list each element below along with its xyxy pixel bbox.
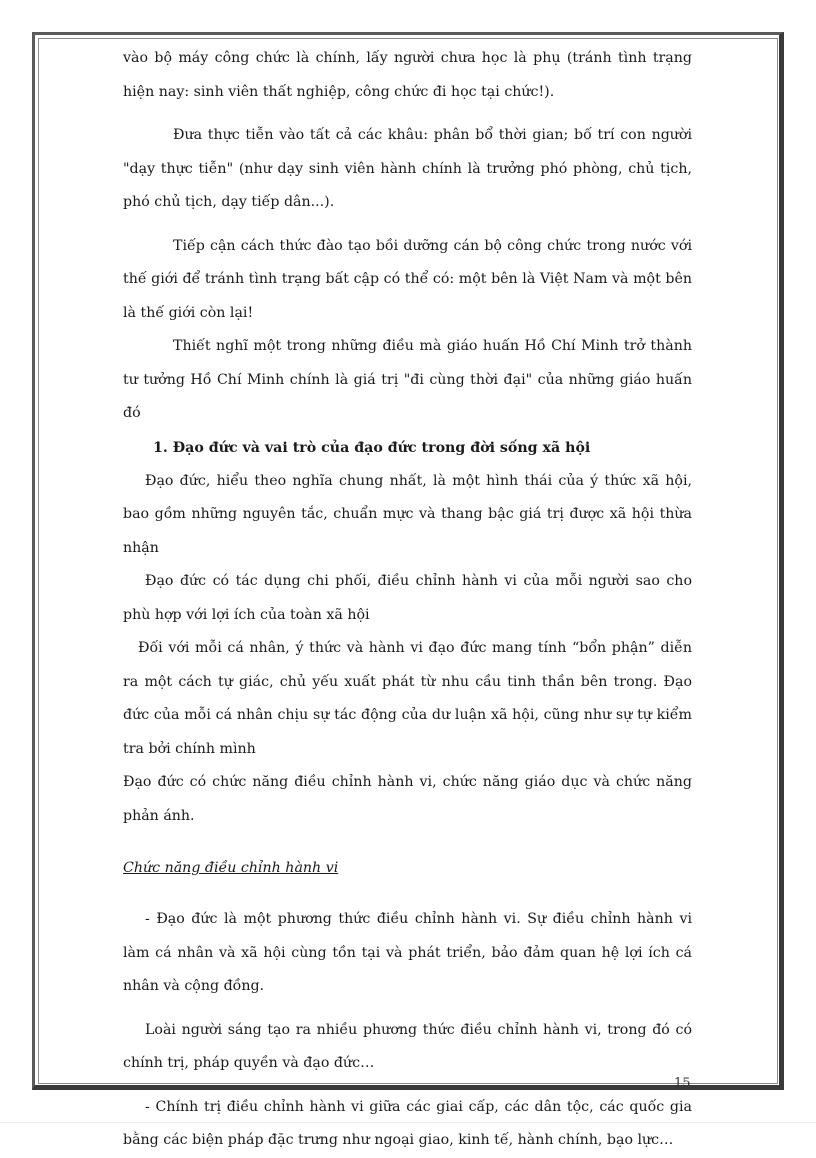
page-content [123, 42, 692, 1158]
paragraph-effect: Đạo đức có tác dụng chi phối, điều chỉnh hành vi của mỗi người sao cho phù hợp với lợi ích của toàn xã hội [123, 573, 692, 623]
paragraph-practice: Đưa thực tiễn vào tất cả các khâu: phân bổ thời gian; bố trí con người "dạy thực tiễn" (như dạy sinh viên hành chính là trưởng phó phòng, chủ tịch, phó chủ tịch, dạy tiếp dân...). [123, 127, 692, 210]
paragraph-individual: Đối với mỗi cá nhân, ý thức và hành vi đạo đức mang tính “bổn phận” diễn ra một cách tự giác, chủ yếu xuất phát từ nhu cầu tinh thần bên trong. Đạo đức của mỗi cá nhân chịu sự tác động của dư luận xã hội, cũng như sự tự kiểm tra bởi chính mình [123, 640, 692, 757]
paragraph-definition: Đạo đức, hiểu theo nghĩa chung nhất, là một hình thái của ý thức xã hội, bao gồm những nguyên tắc, chuẩn mực và thang bậc giá trị được xã hội thừa nhận [123, 472, 692, 556]
paragraph-functions: Đạo đức có chức năng điều chỉnh hành vi, chức năng giáo dục và chức năng phản ánh. [123, 774, 692, 824]
paragraph-conclusion: Thiết nghĩ một trong những điều mà giáo huấn Hồ Chí Minh trở thành tư tưởng Hồ Chí Minh chính là giá trị "đi cùng thời đại" của những giáo huấn đó [123, 338, 692, 421]
page-number: 15 [674, 1076, 691, 1091]
paragraph-approach: Tiếp cận cách thức đào tạo bồi dưỡng cán bộ công chức trong nước với thế giới để tránh tình trạng bất cập có thể có: một bên là Việt Nam và một bên là thế giới còn lại! [123, 237, 692, 321]
paragraph-politics: - Chính trị điều chỉnh hành vi giữa các giai cấp, các dân tộc, các quốc gia bằng các biện pháp đặc trưng như ngoại giao, kinh tế, hành chính, bạo lực… [123, 1098, 692, 1148]
paragraph-methods: Loài người sáng tạo ra nhiều phương thức điều chỉnh hành vi, trong đó có chính trị, pháp quyền và đạo đức… [123, 1021, 692, 1071]
page-bottom-edge [0, 1122, 816, 1123]
subsection-heading: Chức năng điều chỉnh hành vi [123, 860, 339, 876]
paragraph-regulation: - Đạo đức là một phương thức điều chỉnh hành vi. Sự điều chỉnh hành vi làm cá nhân và xã hội cùng tồn tại và phát triển, bảo đảm quan hệ lợi ích cá nhân và cộng đồng. [123, 911, 692, 994]
paragraph-continuation: vào bộ máy công chức là chính, lấy người chưa học là phụ (tránh tình trạng hiện nay: sinh viên thất nghiệp, công chức đi học tại chức!). [123, 50, 692, 100]
section-heading: 1. Đạo đức và vai trò của đạo đức trong đời sống xã hội [153, 439, 591, 456]
